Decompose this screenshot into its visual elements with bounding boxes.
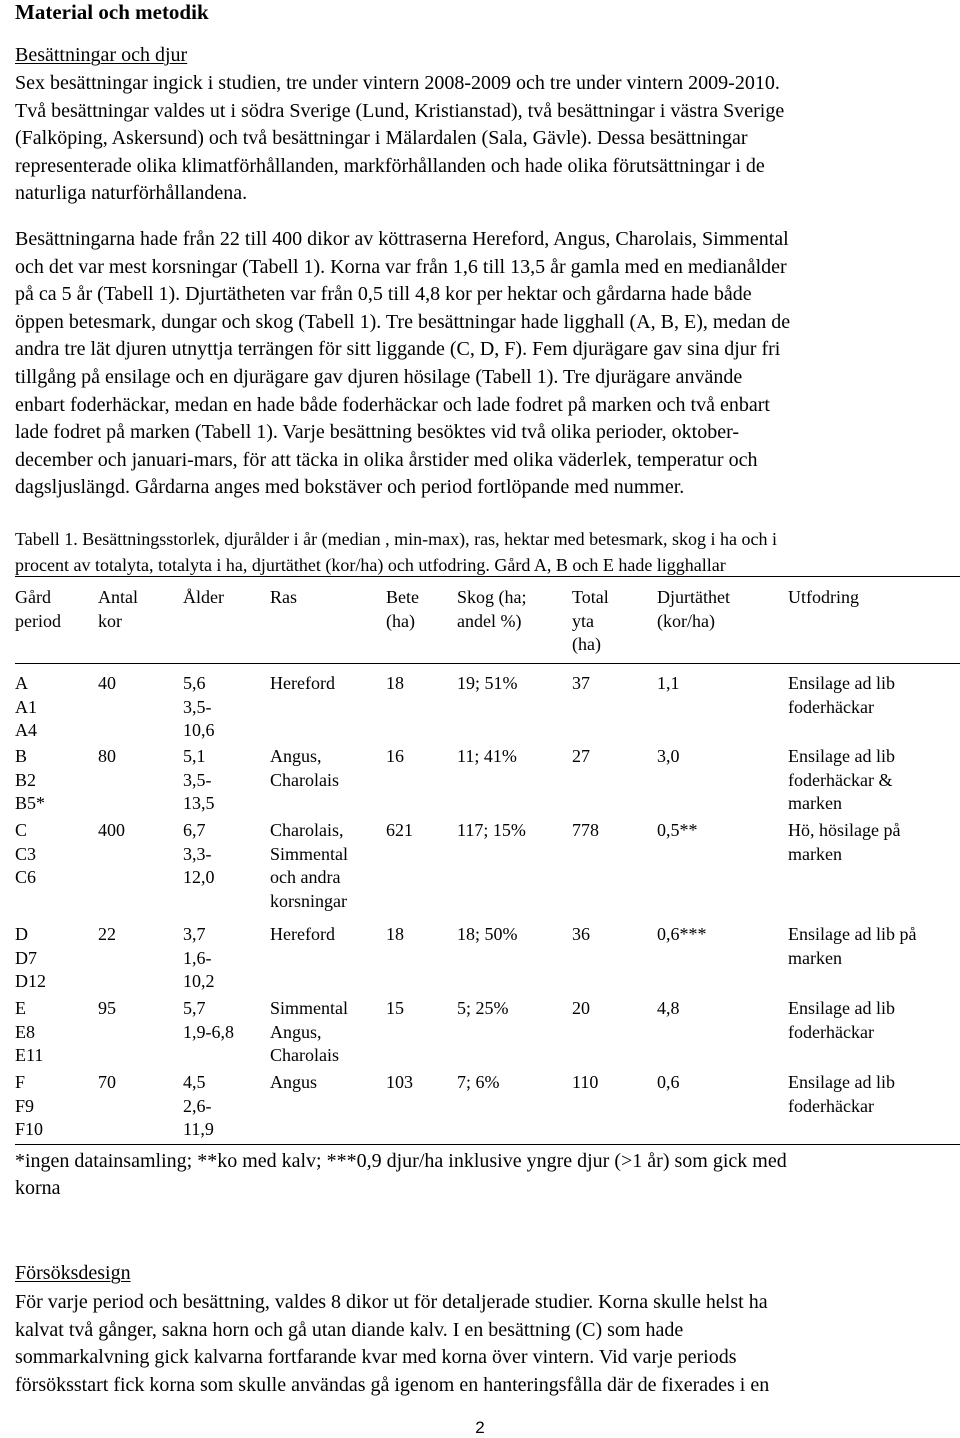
cell-line: marken <box>788 843 842 864</box>
cell-line: 0,6*** <box>657 924 707 944</box>
table-cell-total-yta <box>572 923 590 947</box>
cell-line: (kor/ha) <box>657 610 715 631</box>
table-cell-alder <box>183 745 215 816</box>
table-header-rule <box>15 663 960 664</box>
column-header-ras <box>270 586 297 610</box>
cell-line: Djurtäthet <box>657 587 730 607</box>
cell-line: 0,5** <box>657 820 698 840</box>
cell-line: (ha) <box>386 610 415 631</box>
table-cell-antal-kor <box>98 672 116 696</box>
cell-line: 20 <box>572 998 590 1018</box>
table-cell-djurtathet <box>657 1071 680 1095</box>
cell-line: Ensilage ad lib <box>788 746 895 766</box>
cell-line: 110 <box>572 1072 599 1092</box>
cell-line: kor <box>98 610 122 631</box>
caption-line: procent av totalyta, totalyta i ha, djurtäthet (kor/ha) och utfodring. Gård A, B och E hade ligghallar <box>15 555 726 575</box>
cell-line: 27 <box>572 746 590 766</box>
table-cell-bete <box>386 745 404 769</box>
table-cell-ras <box>270 1071 317 1095</box>
cell-line: Charolais, <box>270 820 344 840</box>
cell-line: A4 <box>15 720 37 740</box>
cell-line: 7; 6% <box>457 1072 500 1092</box>
cell-line: Charolais <box>270 1045 339 1065</box>
cell-line: 3,3- <box>183 843 212 864</box>
column-header-total-yta <box>572 586 609 657</box>
cell-line: C3 <box>15 843 37 864</box>
cell-line: marken <box>788 947 842 968</box>
column-header-alder <box>183 586 224 610</box>
cell-line: 1,6- <box>183 947 212 968</box>
cell-line: 10,6 <box>183 720 215 740</box>
cell-line: Ensilage ad lib <box>788 998 895 1018</box>
cell-line: 22 <box>98 924 116 944</box>
table-cell-antal-kor <box>98 923 116 947</box>
cell-line: (ha) <box>572 634 601 654</box>
table-cell-utfodring <box>788 745 895 816</box>
table-cell-djurtathet <box>657 745 680 769</box>
paragraph-line: december och januari-mars, för att täcka in olika årstider med olika väderlek, temperatur och <box>15 448 758 471</box>
table-caption <box>15 526 960 578</box>
table-cell-gard-period <box>15 923 46 994</box>
cell-line: 3,5- <box>183 696 212 717</box>
section-heading-forsoksdesign: Försöksdesign <box>15 1262 131 1284</box>
cell-line: 4,8 <box>657 998 680 1018</box>
table-cell-gard-period <box>15 745 45 816</box>
cell-line: E8 <box>15 1021 35 1042</box>
paragraph-line: dagsljuslängd. Gårdarna anges med bokstäver och period fortlöpande med nummer. <box>15 476 685 499</box>
section-heading-besattningar: Besättningar och djur <box>15 44 188 66</box>
cell-line: D7 <box>15 947 37 968</box>
cell-line: Utfodring <box>788 587 859 607</box>
cell-line: Simmental <box>270 998 348 1018</box>
table-cell-alder <box>183 923 215 994</box>
paragraph-line: Besättningarna hade från 22 till 400 dikor av köttraserna Hereford, Angus, Charolais, Simmental <box>15 228 789 250</box>
paragraph-line: öppen betesmark, dungar och skog (Tabell 1). Tre besättningar hade ligghall (A, B, E), medan de <box>15 310 791 333</box>
column-header-djurtathet <box>657 586 730 633</box>
paragraph-forsoksdesign <box>15 1289 960 1399</box>
cell-line: yta <box>572 610 594 631</box>
cell-line: A <box>15 673 28 693</box>
cell-line: B5* <box>15 793 46 813</box>
cell-line: F10 <box>15 1119 44 1139</box>
cell-line: 5,7 <box>183 998 206 1018</box>
cell-line: F <box>15 1072 26 1092</box>
cell-line: 5,6 <box>183 673 206 693</box>
footnote-line: korna <box>15 1177 61 1199</box>
cell-line: 3,0 <box>657 746 680 766</box>
table-cell-total-yta <box>572 997 590 1021</box>
cell-line: B <box>15 746 28 766</box>
paragraph-line: på ca 5 år (Tabell 1). Djurtätheten var från 0,5 till 4,8 kor per hektar och gårdarna hade både <box>15 283 752 306</box>
table-cell-total-yta <box>572 819 599 843</box>
cell-line: Angus <box>270 1072 318 1092</box>
table-bottom-rule <box>15 1144 960 1145</box>
paragraph-line: kalvat två gånger, sakna horn och gå utan diande kalv. I en besättning (C) som hade <box>15 1318 684 1341</box>
footnote-line: *ingen datainsamling; **ko med kalv; ***0,9 djur/ha inklusive yngre djur (>1 år) som gick med <box>15 1150 787 1172</box>
cell-line: marken <box>788 793 842 813</box>
column-header-bete <box>386 586 419 633</box>
cell-line: 117; 15% <box>457 820 526 840</box>
page-number: 2 <box>475 1418 485 1437</box>
table-cell-ras <box>270 997 348 1068</box>
cell-line: Ras <box>270 587 297 607</box>
cell-line: Hereford <box>270 924 335 944</box>
paragraph-besattningar <box>15 70 960 208</box>
cell-line: 621 <box>386 820 413 840</box>
cell-line: 6,7 <box>183 820 206 840</box>
cell-line: 12,0 <box>183 867 215 887</box>
cell-line: 16 <box>386 746 404 766</box>
cell-line: 95 <box>98 998 116 1018</box>
paragraph-line: representerade olika klimatförhållanden, markförhållanden och hade olika förutsättningar i de <box>15 154 765 177</box>
cell-line: F9 <box>15 1095 35 1116</box>
column-header-antal-kor <box>98 586 138 633</box>
cell-line: och andra <box>270 867 341 887</box>
table-cell-djurtathet <box>657 672 680 696</box>
table-cell-utfodring <box>788 1071 895 1118</box>
cell-line: 11,9 <box>183 1119 214 1139</box>
table-cell-antal-kor <box>98 997 116 1021</box>
table-top-rule <box>15 576 960 577</box>
cell-line: andel %) <box>457 610 522 631</box>
paragraph-line: Två besättningar valdes ut i södra Sverige (Lund, Kristianstad), två besättningar i västra Sverige <box>15 99 785 122</box>
cell-line: period <box>15 610 61 631</box>
table-cell-ras <box>270 819 348 913</box>
table-cell-total-yta <box>572 1071 598 1095</box>
cell-line: 0,6 <box>657 1072 680 1092</box>
table-cell-bete <box>386 1071 413 1095</box>
cell-line: foderhäckar & <box>788 769 893 790</box>
paragraph-line: sommarkalvning gick kalvarna fortfarande kvar med korna över vintern. Vid varje periods <box>15 1346 737 1369</box>
cell-line: 37 <box>572 673 590 693</box>
cell-line: Ensilage ad lib <box>788 673 895 693</box>
table-cell-ras <box>270 923 335 947</box>
table-cell-bete <box>386 923 404 947</box>
cell-line: 36 <box>572 924 590 944</box>
paragraph-besattningarna <box>15 226 960 502</box>
cell-line: Simmental <box>270 843 348 864</box>
cell-line: 18; 50% <box>457 924 518 944</box>
cell-line: E <box>15 998 26 1018</box>
table-cell-ras <box>270 672 335 696</box>
cell-line: C6 <box>15 867 37 887</box>
table-cell-bete <box>386 819 413 843</box>
cell-line: 5,1 <box>183 746 206 766</box>
table-cell-bete <box>386 672 404 696</box>
table-cell-antal-kor <box>98 745 116 769</box>
paragraph-line: andra tre lät djuren utnyttja terrängen för sitt liggande (C, D, F). Fem djurägare gav sina djur fri <box>15 338 781 361</box>
cell-line: 10,2 <box>183 971 215 991</box>
table-cell-utfodring <box>788 819 900 866</box>
page-title: Material och metodik <box>15 0 209 24</box>
table-cell-antal-kor <box>98 1071 116 1095</box>
cell-line: foderhäckar <box>788 1021 874 1042</box>
table-cell-skog <box>457 1071 500 1095</box>
table-cell-djurtathet <box>657 997 680 1021</box>
cell-line: 15 <box>386 998 404 1018</box>
cell-line: 400 <box>98 820 125 840</box>
table-cell-total-yta <box>572 672 590 696</box>
table-cell-alder <box>183 672 215 743</box>
table-cell-alder <box>183 997 234 1044</box>
column-header-gard-period <box>15 586 61 633</box>
cell-line: A1 <box>15 696 37 717</box>
cell-line: 40 <box>98 673 116 693</box>
column-header-skog <box>457 586 527 633</box>
table-cell-alder <box>183 1071 214 1142</box>
cell-line: 70 <box>98 1072 116 1092</box>
table-cell-djurtathet <box>657 819 698 843</box>
table-cell-skog <box>457 819 526 843</box>
table-cell-skog <box>457 745 517 769</box>
table-cell-djurtathet <box>657 923 707 947</box>
cell-line: D12 <box>15 971 46 991</box>
cell-line: Ensilage ad lib <box>788 1072 895 1092</box>
table-cell-antal-kor <box>98 819 125 843</box>
cell-line: 778 <box>572 820 599 840</box>
cell-line: Ålder <box>183 587 224 607</box>
cell-line: D <box>15 924 28 944</box>
cell-line: Angus, <box>270 746 322 766</box>
paragraph-line: Sex besättningar ingick i studien, tre under vintern 2008-2009 och tre under vintern 2009-2010. <box>15 72 780 94</box>
paragraph-line: lade fodret på marken (Tabell 1). Varje besättning besöktes vid två olika perioder, oktober- <box>15 421 740 444</box>
cell-line: Total <box>572 587 609 607</box>
cell-line: Gård <box>15 587 51 607</box>
paragraph-line: naturliga naturförhållandena. <box>15 182 248 205</box>
cell-line: C <box>15 820 28 840</box>
table-cell-skog <box>457 923 518 947</box>
cell-line: 18 <box>386 924 404 944</box>
cell-line: 3,7 <box>183 924 206 944</box>
cell-line: 18 <box>386 673 404 693</box>
cell-line: korsningar <box>270 890 347 911</box>
paragraph-line: enbart foderhäckar, medan en hade både foderhäckar och lade fodret på marken och två enbart <box>15 393 770 416</box>
table-cell-total-yta <box>572 745 590 769</box>
cell-line: Ensilage ad lib på <box>788 924 917 944</box>
cell-line: 103 <box>386 1072 413 1092</box>
cell-line: E11 <box>15 1045 44 1065</box>
cell-line: 2,6- <box>183 1095 212 1116</box>
cell-line: foderhäckar <box>788 1095 874 1116</box>
cell-line: 1,1 <box>657 673 680 693</box>
table-cell-utfodring <box>788 672 895 719</box>
paragraph-line: (Falköping, Askersund) och två besättningar i Mälardalen (Sala, Gävle). Dessa besättningar <box>15 127 748 150</box>
cell-line: 19; 51% <box>457 673 518 693</box>
table-cell-alder <box>183 819 215 890</box>
caption-line: Tabell 1. Besättningsstorlek, djurålder i år (median , min-max), ras, hektar med betesmark, skog i ha och i <box>15 529 778 549</box>
table-cell-bete <box>386 997 404 1021</box>
table-cell-skog <box>457 997 509 1021</box>
cell-line: Charolais <box>270 769 339 790</box>
cell-line: Skog (ha; <box>457 587 527 607</box>
table-cell-skog <box>457 672 518 696</box>
table-cell-utfodring <box>788 997 895 1044</box>
cell-line: 13,5 <box>183 793 215 813</box>
cell-line: 1,9-6,8 <box>183 1021 234 1042</box>
cell-line: foderhäckar <box>788 696 874 717</box>
table-cell-gard-period <box>15 1071 43 1142</box>
cell-line: Bete <box>386 587 419 607</box>
cell-line: 11; 41% <box>457 746 517 766</box>
cell-line: B2 <box>15 769 37 790</box>
paragraph-line: tillgång på ensilage och en djurägare gav djuren hösilage (Tabell 1). Tre djurägare använde <box>15 365 743 388</box>
cell-line: Antal <box>98 587 138 607</box>
table-cell-utfodring <box>788 923 916 970</box>
cell-line: 4,5 <box>183 1072 206 1092</box>
table-footnote <box>15 1148 960 1202</box>
cell-line: 5; 25% <box>457 998 509 1018</box>
paragraph-line: försöksstart fick korna som skulle användas gå igenom en hanteringsfålla där de fixerades i en <box>15 1373 770 1396</box>
table-cell-gard-period <box>15 672 37 743</box>
cell-line: Hö, hösilage på <box>788 820 901 840</box>
cell-line: 3,5- <box>183 769 212 790</box>
paragraph-line: och det var mest korsningar (Tabell 1). Korna var från 1,6 till 13,5 år gamla med en medianålder <box>15 255 787 278</box>
paragraph-line: För varje period och besättning, valdes 8 dikor ut för detaljerade studier. Korna skulle helst ha <box>15 1291 768 1313</box>
cell-line: Hereford <box>270 673 335 693</box>
table-cell-gard-period <box>15 819 36 890</box>
cell-line: 80 <box>98 746 116 766</box>
column-header-utfodring <box>788 586 859 610</box>
table-cell-ras <box>270 745 339 792</box>
table-cell-gard-period <box>15 997 43 1068</box>
cell-line: Angus, <box>270 1021 322 1042</box>
